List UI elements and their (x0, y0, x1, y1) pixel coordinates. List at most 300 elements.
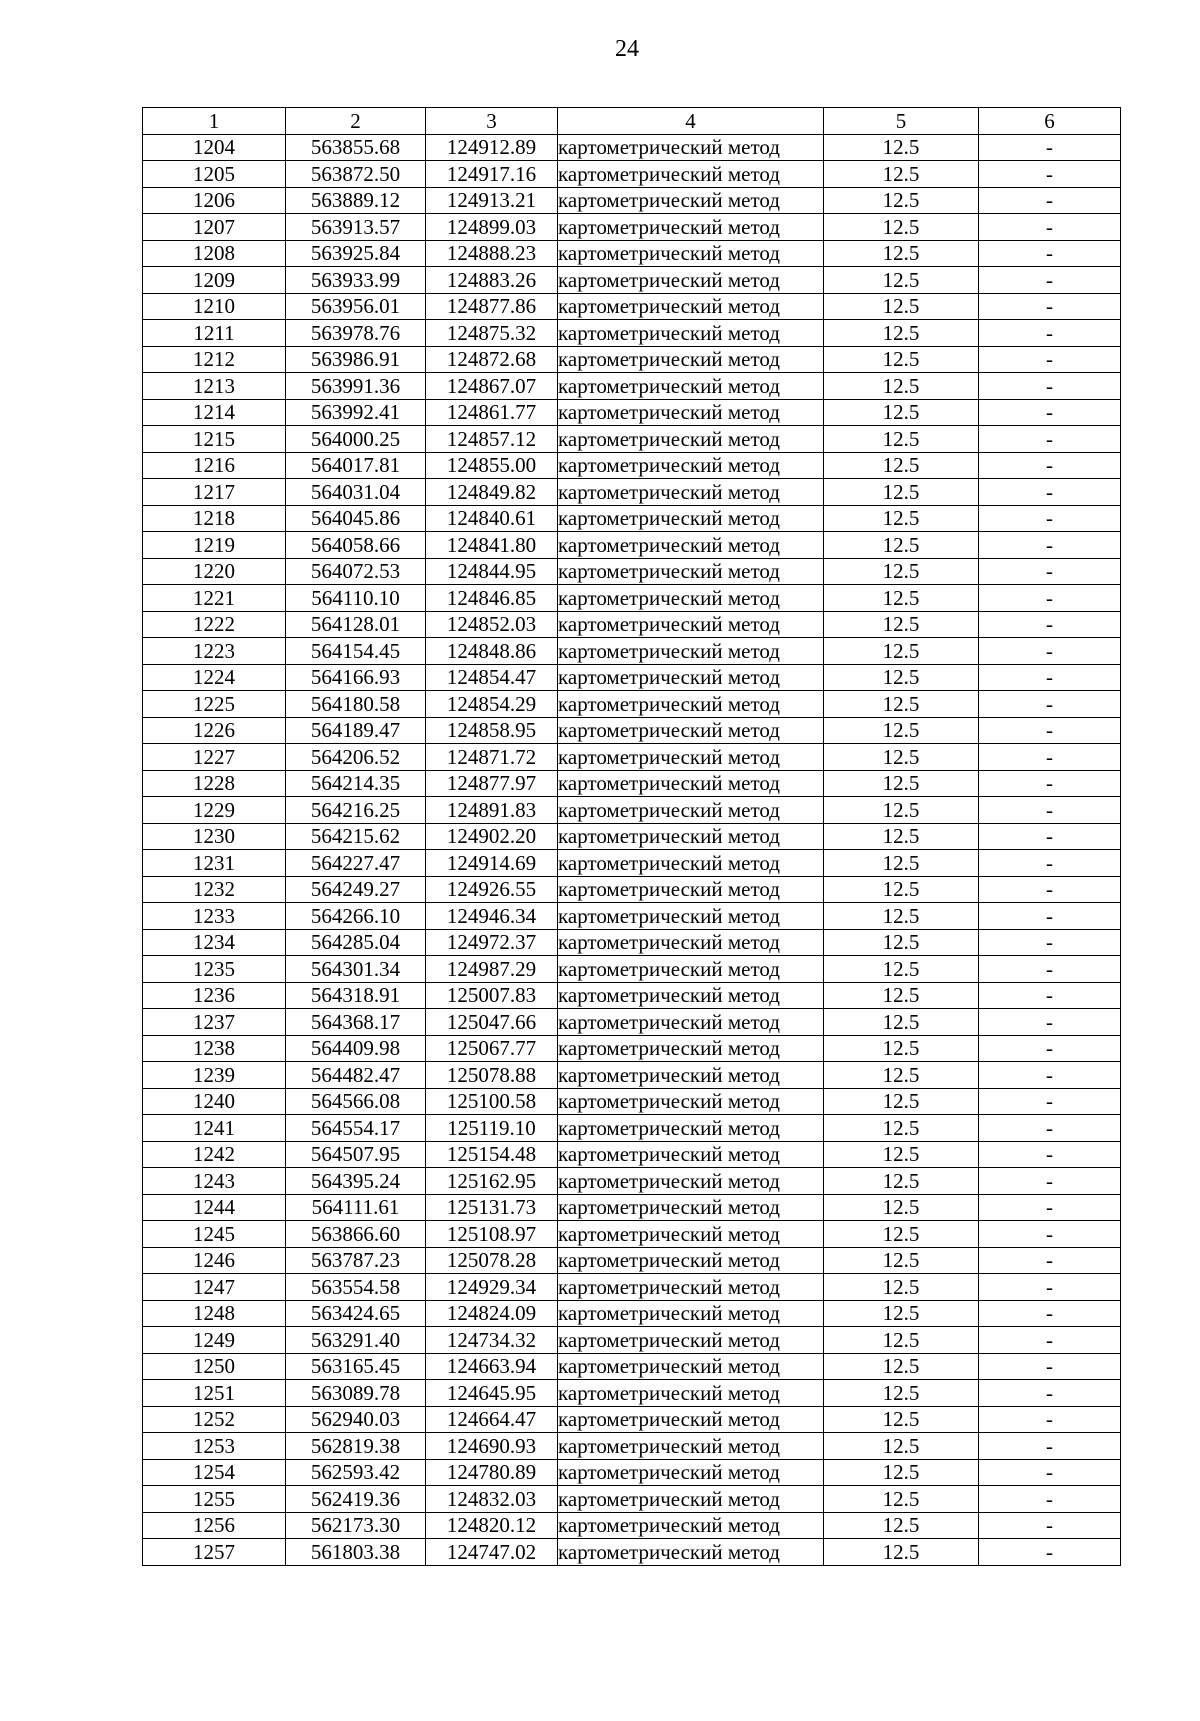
x-coordinate-cell: 564285.04 (286, 929, 426, 956)
note-cell: - (979, 1539, 1121, 1566)
method-cell: картометрический метод (558, 373, 824, 400)
method-cell: картометрический метод (558, 1274, 824, 1301)
note-cell: - (979, 1406, 1121, 1433)
note-cell: - (979, 373, 1121, 400)
method-cell: картометрический метод (558, 1327, 824, 1354)
method-cell: картометрический метод (558, 1035, 824, 1062)
x-coordinate-cell: 563992.41 (286, 399, 426, 426)
point-number-cell: 1234 (143, 929, 286, 956)
x-coordinate-cell: 564216.25 (286, 797, 426, 824)
table-row (143, 426, 1121, 453)
note-cell: - (979, 240, 1121, 267)
accuracy-cell: 12.5 (824, 585, 979, 612)
y-coordinate-cell: 125119.10 (426, 1115, 558, 1142)
y-coordinate-cell: 124987.29 (426, 956, 558, 983)
accuracy-cell: 12.5 (824, 1115, 979, 1142)
note-cell: - (979, 558, 1121, 585)
method-cell: картометрический метод (558, 187, 824, 214)
x-coordinate-cell: 564110.10 (286, 585, 426, 612)
note-cell: - (979, 505, 1121, 532)
y-coordinate-cell: 125108.97 (426, 1221, 558, 1248)
method-cell: картометрический метод (558, 399, 824, 426)
y-coordinate-cell: 124747.02 (426, 1539, 558, 1566)
note-cell: - (979, 479, 1121, 506)
accuracy-cell: 12.5 (824, 1141, 979, 1168)
y-coordinate-cell: 124972.37 (426, 929, 558, 956)
method-cell: картометрический метод (558, 267, 824, 294)
y-coordinate-cell: 124645.95 (426, 1380, 558, 1407)
accuracy-cell: 12.5 (824, 293, 979, 320)
accuracy-cell: 12.5 (824, 1221, 979, 1248)
point-number-cell: 1232 (143, 876, 286, 903)
note-cell: - (979, 1353, 1121, 1380)
note-cell: - (979, 1327, 1121, 1354)
y-coordinate-cell: 125162.95 (426, 1168, 558, 1195)
accuracy-cell: 12.5 (824, 638, 979, 665)
note-cell: - (979, 293, 1121, 320)
point-number-cell: 1215 (143, 426, 286, 453)
table-row (143, 1035, 1121, 1062)
x-coordinate-cell: 563913.57 (286, 214, 426, 241)
method-cell: картометрический метод (558, 1062, 824, 1089)
method-cell: картометрический метод (558, 134, 824, 161)
accuracy-cell: 12.5 (824, 823, 979, 850)
method-cell: картометрический метод (558, 452, 824, 479)
method-cell: картометрический метод (558, 1115, 824, 1142)
method-cell: картометрический метод (558, 876, 824, 903)
table-row (143, 717, 1121, 744)
x-coordinate-cell: 564058.66 (286, 532, 426, 559)
table-row (143, 134, 1121, 161)
point-number-cell: 1208 (143, 240, 286, 267)
point-number-cell: 1249 (143, 1327, 286, 1354)
note-cell: - (979, 1062, 1121, 1089)
note-cell: - (979, 823, 1121, 850)
point-number-cell: 1219 (143, 532, 286, 559)
x-coordinate-cell: 563787.23 (286, 1247, 426, 1274)
method-cell: картометрический метод (558, 1406, 824, 1433)
y-coordinate-cell: 124840.61 (426, 505, 558, 532)
accuracy-cell: 12.5 (824, 532, 979, 559)
method-cell: картометрический метод (558, 1141, 824, 1168)
table-row (143, 1009, 1121, 1036)
table-row (143, 585, 1121, 612)
point-number-cell: 1220 (143, 558, 286, 585)
x-coordinate-cell: 563933.99 (286, 267, 426, 294)
column-header: 4 (558, 108, 824, 135)
table-row (143, 1168, 1121, 1195)
x-coordinate-cell: 564215.62 (286, 823, 426, 850)
method-cell: картометрический метод (558, 1221, 824, 1248)
accuracy-cell: 12.5 (824, 214, 979, 241)
table-row (143, 373, 1121, 400)
accuracy-cell: 12.5 (824, 717, 979, 744)
point-number-cell: 1242 (143, 1141, 286, 1168)
method-cell: картометрический метод (558, 744, 824, 771)
y-coordinate-cell: 124871.72 (426, 744, 558, 771)
note-cell: - (979, 850, 1121, 877)
method-cell: картометрический метод (558, 426, 824, 453)
y-coordinate-cell: 124877.86 (426, 293, 558, 320)
y-coordinate-cell: 124877.97 (426, 770, 558, 797)
x-coordinate-cell: 564249.27 (286, 876, 426, 903)
point-number-cell: 1248 (143, 1300, 286, 1327)
accuracy-cell: 12.5 (824, 426, 979, 453)
y-coordinate-cell: 124848.86 (426, 638, 558, 665)
table-row (143, 346, 1121, 373)
note-cell: - (979, 982, 1121, 1009)
method-cell: картометрический метод (558, 1009, 824, 1036)
y-coordinate-cell: 124858.95 (426, 717, 558, 744)
point-number-cell: 1206 (143, 187, 286, 214)
x-coordinate-cell: 563554.58 (286, 1274, 426, 1301)
y-coordinate-cell: 125078.88 (426, 1062, 558, 1089)
point-number-cell: 1246 (143, 1247, 286, 1274)
note-cell: - (979, 664, 1121, 691)
x-coordinate-cell: 563866.60 (286, 1221, 426, 1248)
y-coordinate-cell: 124857.12 (426, 426, 558, 453)
point-number-cell: 1240 (143, 1088, 286, 1115)
accuracy-cell: 12.5 (824, 479, 979, 506)
point-number-cell: 1235 (143, 956, 286, 983)
point-number-cell: 1210 (143, 293, 286, 320)
note-cell: - (979, 1433, 1121, 1460)
y-coordinate-cell: 124841.80 (426, 532, 558, 559)
x-coordinate-cell: 564409.98 (286, 1035, 426, 1062)
accuracy-cell: 12.5 (824, 903, 979, 930)
point-number-cell: 1255 (143, 1486, 286, 1513)
method-cell: картометрический метод (558, 585, 824, 612)
method-cell: картометрический метод (558, 1300, 824, 1327)
x-coordinate-cell: 563956.01 (286, 293, 426, 320)
x-coordinate-cell: 564227.47 (286, 850, 426, 877)
point-number-cell: 1241 (143, 1115, 286, 1142)
point-number-cell: 1243 (143, 1168, 286, 1195)
accuracy-cell: 12.5 (824, 373, 979, 400)
point-number-cell: 1251 (143, 1380, 286, 1407)
table-row (143, 850, 1121, 877)
note-cell: - (979, 1088, 1121, 1115)
point-number-cell: 1239 (143, 1062, 286, 1089)
y-coordinate-cell: 125100.58 (426, 1088, 558, 1115)
accuracy-cell: 12.5 (824, 240, 979, 267)
x-coordinate-cell: 564566.08 (286, 1088, 426, 1115)
table-row (143, 1141, 1121, 1168)
table-row (143, 903, 1121, 930)
y-coordinate-cell: 124780.89 (426, 1459, 558, 1486)
note-cell: - (979, 452, 1121, 479)
method-cell: картометрический метод (558, 691, 824, 718)
note-cell: - (979, 532, 1121, 559)
method-cell: картометрический метод (558, 558, 824, 585)
x-coordinate-cell: 564554.17 (286, 1115, 426, 1142)
accuracy-cell: 12.5 (824, 1353, 979, 1380)
point-number-cell: 1218 (143, 505, 286, 532)
method-cell: картометрический метод (558, 903, 824, 930)
note-cell: - (979, 585, 1121, 612)
y-coordinate-cell: 124891.83 (426, 797, 558, 824)
accuracy-cell: 12.5 (824, 452, 979, 479)
note-cell: - (979, 929, 1121, 956)
table-row (143, 1433, 1121, 1460)
point-number-cell: 1238 (143, 1035, 286, 1062)
method-cell: картометрический метод (558, 611, 824, 638)
x-coordinate-cell: 564031.04 (286, 479, 426, 506)
x-coordinate-cell: 564017.81 (286, 452, 426, 479)
y-coordinate-cell: 124861.77 (426, 399, 558, 426)
x-coordinate-cell: 564189.47 (286, 717, 426, 744)
table-row (143, 1247, 1121, 1274)
x-coordinate-cell: 563291.40 (286, 1327, 426, 1354)
accuracy-cell: 12.5 (824, 1380, 979, 1407)
note-cell: - (979, 876, 1121, 903)
table-row (143, 1406, 1121, 1433)
note-cell: - (979, 320, 1121, 347)
point-number-cell: 1250 (143, 1353, 286, 1380)
table-row (143, 399, 1121, 426)
y-coordinate-cell: 124913.21 (426, 187, 558, 214)
note-cell: - (979, 611, 1121, 638)
table-row (143, 691, 1121, 718)
method-cell: картометрический метод (558, 240, 824, 267)
note-cell: - (979, 1380, 1121, 1407)
y-coordinate-cell: 124929.34 (426, 1274, 558, 1301)
y-coordinate-cell: 124899.03 (426, 214, 558, 241)
method-cell: картометрический метод (558, 1088, 824, 1115)
table-row (143, 1194, 1121, 1221)
table-row (143, 1512, 1121, 1539)
table-row (143, 876, 1121, 903)
table-row (143, 214, 1121, 241)
y-coordinate-cell: 124888.23 (426, 240, 558, 267)
y-coordinate-cell: 124690.93 (426, 1433, 558, 1460)
table-row (143, 452, 1121, 479)
accuracy-cell: 12.5 (824, 1486, 979, 1513)
note-cell: - (979, 187, 1121, 214)
note-cell: - (979, 717, 1121, 744)
table-row (143, 1486, 1121, 1513)
note-cell: - (979, 691, 1121, 718)
note-cell: - (979, 1168, 1121, 1195)
table-row (143, 638, 1121, 665)
accuracy-cell: 12.5 (824, 1459, 979, 1486)
method-cell: картометрический метод (558, 1486, 824, 1513)
note-cell: - (979, 1009, 1121, 1036)
y-coordinate-cell: 125007.83 (426, 982, 558, 1009)
column-header: 1 (143, 108, 286, 135)
point-number-cell: 1221 (143, 585, 286, 612)
point-number-cell: 1214 (143, 399, 286, 426)
table-row (143, 1274, 1121, 1301)
table-row (143, 744, 1121, 771)
method-cell: картометрический метод (558, 664, 824, 691)
point-number-cell: 1229 (143, 797, 286, 824)
accuracy-cell: 12.5 (824, 1327, 979, 1354)
point-number-cell: 1212 (143, 346, 286, 373)
table-row (143, 505, 1121, 532)
note-cell: - (979, 134, 1121, 161)
accuracy-cell: 12.5 (824, 1088, 979, 1115)
column-header: 5 (824, 108, 979, 135)
accuracy-cell: 12.5 (824, 929, 979, 956)
point-number-cell: 1231 (143, 850, 286, 877)
y-coordinate-cell: 124854.47 (426, 664, 558, 691)
x-coordinate-cell: 563089.78 (286, 1380, 426, 1407)
method-cell: картометрический метод (558, 293, 824, 320)
accuracy-cell: 12.5 (824, 770, 979, 797)
y-coordinate-cell: 124912.89 (426, 134, 558, 161)
x-coordinate-cell: 562173.30 (286, 1512, 426, 1539)
note-cell: - (979, 1512, 1121, 1539)
note-cell: - (979, 399, 1121, 426)
note-cell: - (979, 638, 1121, 665)
accuracy-cell: 12.5 (824, 1035, 979, 1062)
x-coordinate-cell: 564266.10 (286, 903, 426, 930)
accuracy-cell: 12.5 (824, 134, 979, 161)
column-header: 3 (426, 108, 558, 135)
table-header-row (143, 108, 1121, 135)
point-number-cell: 1233 (143, 903, 286, 930)
table-row (143, 611, 1121, 638)
point-number-cell: 1257 (143, 1539, 286, 1566)
table-row (143, 240, 1121, 267)
table-row (143, 1088, 1121, 1115)
table-row (143, 1539, 1121, 1566)
note-cell: - (979, 744, 1121, 771)
y-coordinate-cell: 125131.73 (426, 1194, 558, 1221)
y-coordinate-cell: 124846.85 (426, 585, 558, 612)
method-cell: картометрический метод (558, 1380, 824, 1407)
method-cell: картометрический метод (558, 214, 824, 241)
x-coordinate-cell: 564482.47 (286, 1062, 426, 1089)
y-coordinate-cell: 124867.07 (426, 373, 558, 400)
table-row (143, 1300, 1121, 1327)
y-coordinate-cell: 124844.95 (426, 558, 558, 585)
method-cell: картометрический метод (558, 1194, 824, 1221)
table-row (143, 770, 1121, 797)
accuracy-cell: 12.5 (824, 1247, 979, 1274)
accuracy-cell: 12.5 (824, 187, 979, 214)
table-row (143, 1115, 1121, 1142)
point-number-cell: 1223 (143, 638, 286, 665)
point-number-cell: 1227 (143, 744, 286, 771)
y-coordinate-cell: 124926.55 (426, 876, 558, 903)
method-cell: картометрический метод (558, 1433, 824, 1460)
accuracy-cell: 12.5 (824, 1274, 979, 1301)
table-row (143, 823, 1121, 850)
accuracy-cell: 12.5 (824, 850, 979, 877)
x-coordinate-cell: 564111.61 (286, 1194, 426, 1221)
note-cell: - (979, 1115, 1121, 1142)
table-row (143, 1062, 1121, 1089)
point-number-cell: 1228 (143, 770, 286, 797)
table-row (143, 1353, 1121, 1380)
note-cell: - (979, 426, 1121, 453)
point-number-cell: 1226 (143, 717, 286, 744)
point-number-cell: 1205 (143, 161, 286, 188)
x-coordinate-cell: 563889.12 (286, 187, 426, 214)
method-cell: картометрический метод (558, 823, 824, 850)
note-cell: - (979, 797, 1121, 824)
x-coordinate-cell: 563165.45 (286, 1353, 426, 1380)
table-row (143, 161, 1121, 188)
x-coordinate-cell: 563986.91 (286, 346, 426, 373)
note-cell: - (979, 903, 1121, 930)
x-coordinate-cell: 564214.35 (286, 770, 426, 797)
point-number-cell: 1237 (143, 1009, 286, 1036)
y-coordinate-cell: 124824.09 (426, 1300, 558, 1327)
note-cell: - (979, 1486, 1121, 1513)
x-coordinate-cell: 564318.91 (286, 982, 426, 1009)
point-number-cell: 1225 (143, 691, 286, 718)
y-coordinate-cell: 125078.28 (426, 1247, 558, 1274)
accuracy-cell: 12.5 (824, 1406, 979, 1433)
x-coordinate-cell: 564128.01 (286, 611, 426, 638)
y-coordinate-cell: 125067.77 (426, 1035, 558, 1062)
accuracy-cell: 12.5 (824, 161, 979, 188)
accuracy-cell: 12.5 (824, 1194, 979, 1221)
y-coordinate-cell: 124734.32 (426, 1327, 558, 1354)
method-cell: картометрический метод (558, 532, 824, 559)
y-coordinate-cell: 124902.20 (426, 823, 558, 850)
table-row (143, 1459, 1121, 1486)
point-number-cell: 1254 (143, 1459, 286, 1486)
table-row (143, 1221, 1121, 1248)
y-coordinate-cell: 124664.47 (426, 1406, 558, 1433)
method-cell: картометрический метод (558, 505, 824, 532)
table-row (143, 320, 1121, 347)
table-row (143, 532, 1121, 559)
accuracy-cell: 12.5 (824, 505, 979, 532)
y-coordinate-cell: 124854.29 (426, 691, 558, 718)
x-coordinate-cell: 564154.45 (286, 638, 426, 665)
accuracy-cell: 12.5 (824, 1062, 979, 1089)
method-cell: картометрический метод (558, 479, 824, 506)
column-header: 2 (286, 108, 426, 135)
y-coordinate-cell: 125154.48 (426, 1141, 558, 1168)
note-cell: - (979, 214, 1121, 241)
x-coordinate-cell: 564395.24 (286, 1168, 426, 1195)
method-cell: картометрический метод (558, 1168, 824, 1195)
x-coordinate-cell: 563978.76 (286, 320, 426, 347)
y-coordinate-cell: 124875.32 (426, 320, 558, 347)
y-coordinate-cell: 124832.03 (426, 1486, 558, 1513)
point-number-cell: 1207 (143, 214, 286, 241)
method-cell: картометрический метод (558, 638, 824, 665)
table-row (143, 187, 1121, 214)
point-number-cell: 1209 (143, 267, 286, 294)
note-cell: - (979, 1247, 1121, 1274)
y-coordinate-cell: 124849.82 (426, 479, 558, 506)
point-number-cell: 1236 (143, 982, 286, 1009)
table-row (143, 664, 1121, 691)
table-row (143, 479, 1121, 506)
x-coordinate-cell: 562940.03 (286, 1406, 426, 1433)
x-coordinate-cell: 563424.65 (286, 1300, 426, 1327)
accuracy-cell: 12.5 (824, 1168, 979, 1195)
x-coordinate-cell: 564045.86 (286, 505, 426, 532)
x-coordinate-cell: 564000.25 (286, 426, 426, 453)
accuracy-cell: 12.5 (824, 1512, 979, 1539)
accuracy-cell: 12.5 (824, 1009, 979, 1036)
table-row (143, 267, 1121, 294)
x-coordinate-cell: 564180.58 (286, 691, 426, 718)
method-cell: картометрический метод (558, 1247, 824, 1274)
point-number-cell: 1245 (143, 1221, 286, 1248)
y-coordinate-cell: 124872.68 (426, 346, 558, 373)
accuracy-cell: 12.5 (824, 1433, 979, 1460)
accuracy-cell: 12.5 (824, 611, 979, 638)
